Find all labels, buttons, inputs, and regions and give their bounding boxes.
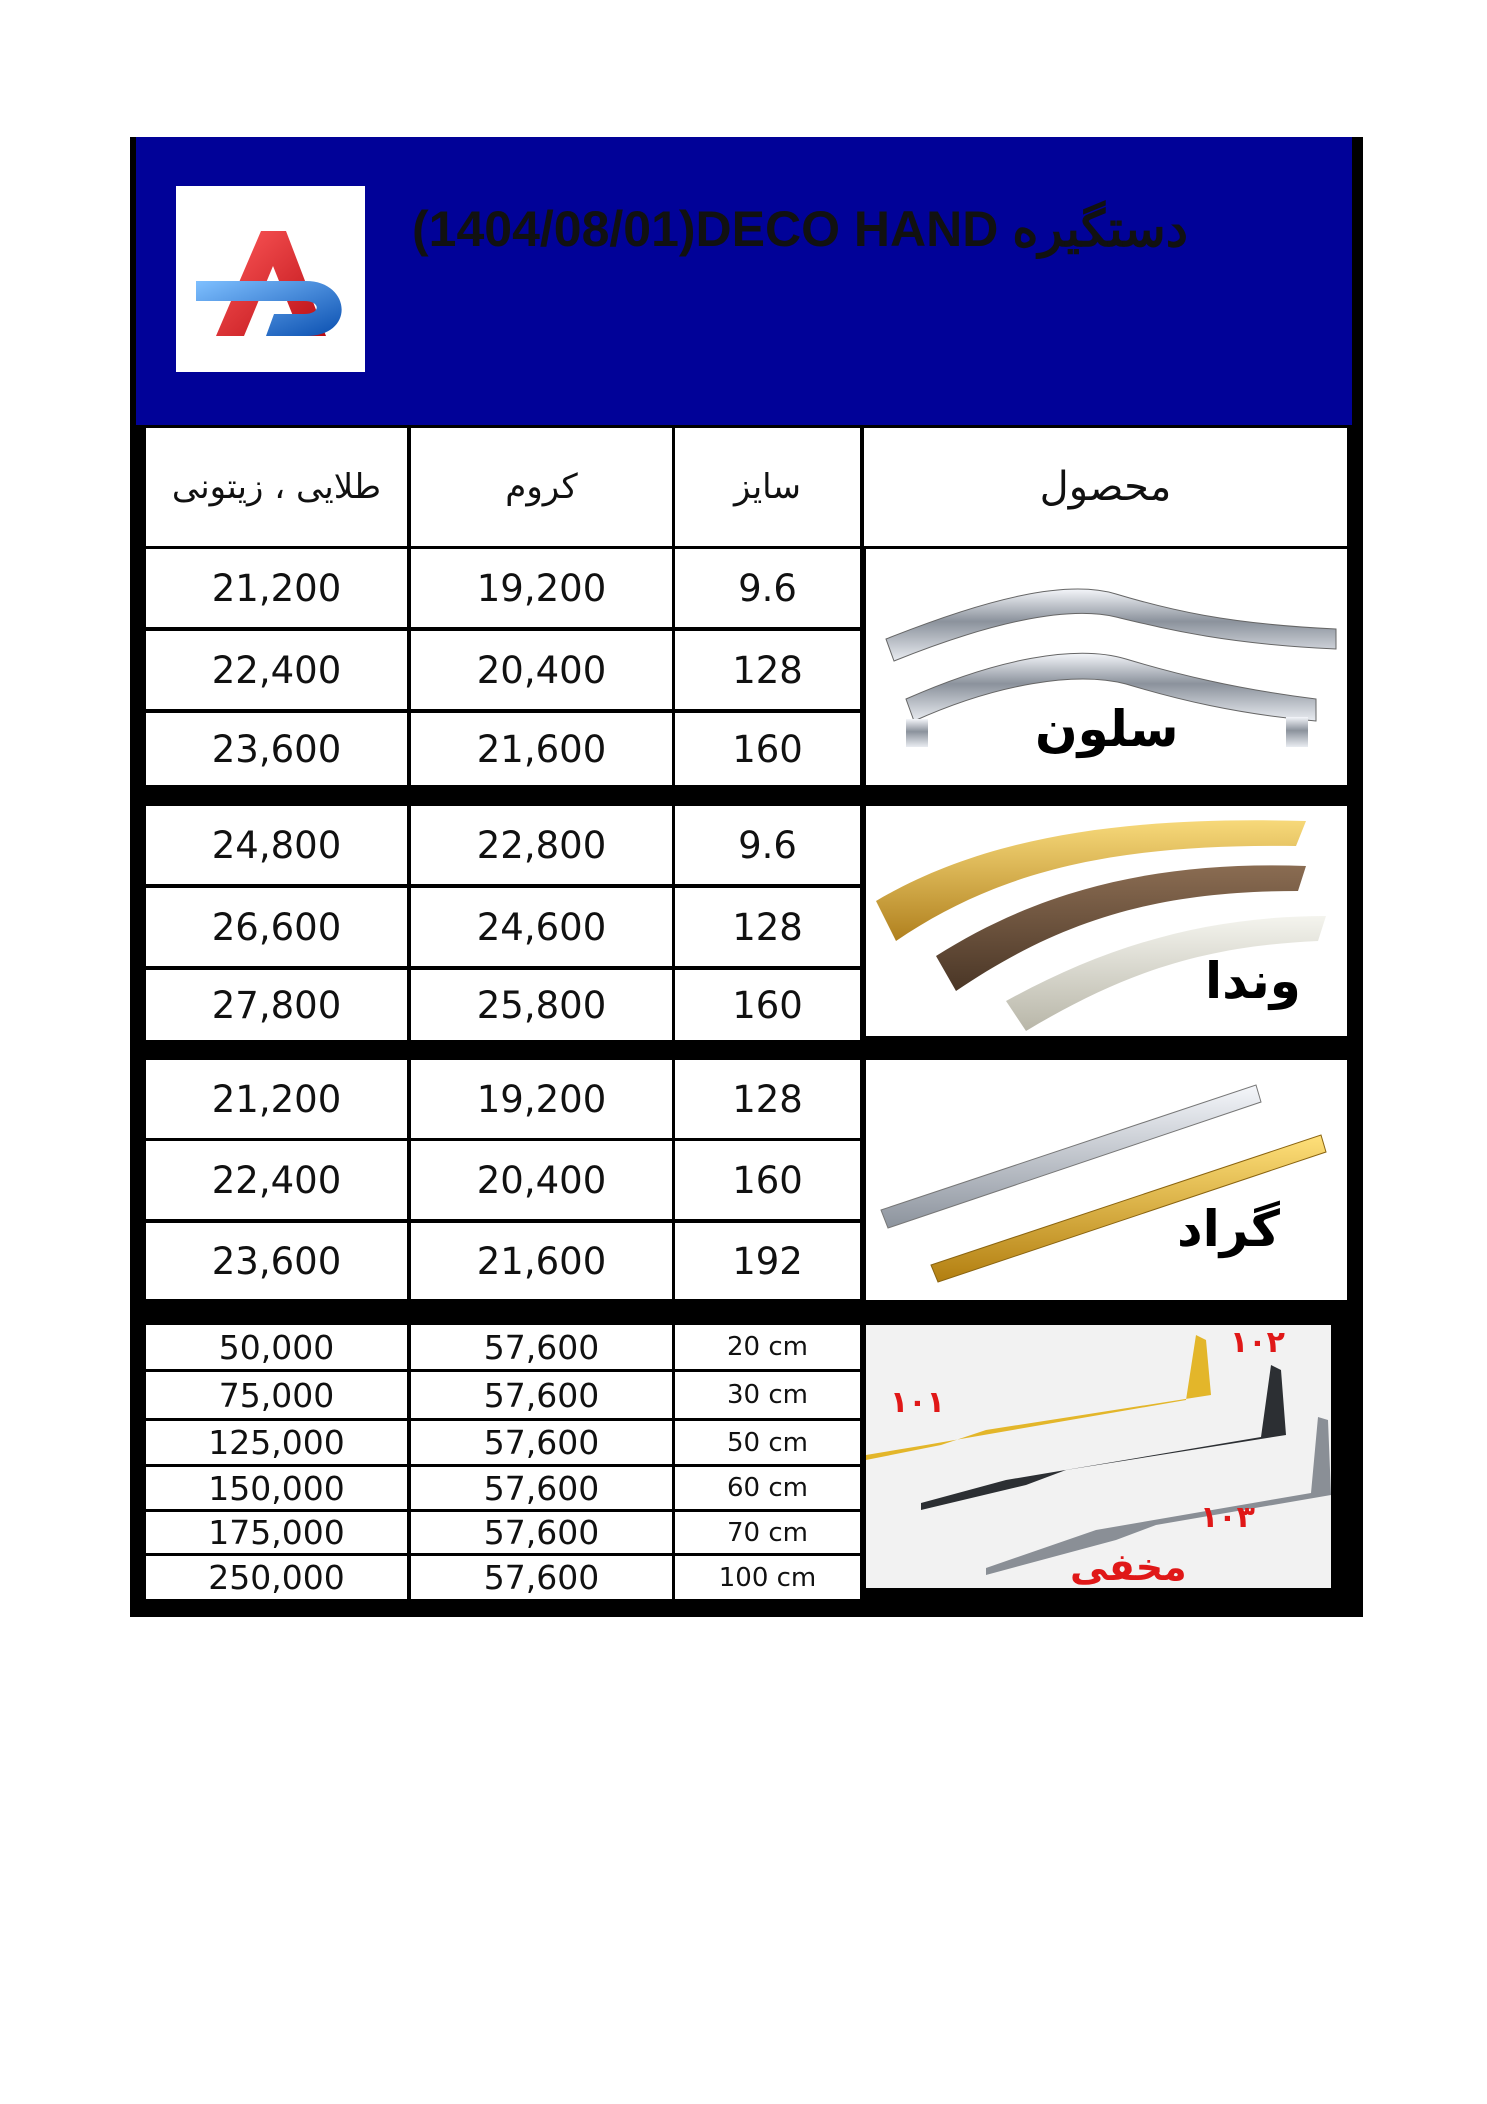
cell-size: 100 cm (675, 1556, 860, 1599)
cell-chrome: 21,600 (411, 1223, 672, 1299)
cell-gold: 23,600 (146, 713, 407, 785)
product-image-grad (866, 1060, 1347, 1300)
cell-gold: 23,600 (146, 1223, 407, 1299)
cell-size: 30 cm (675, 1372, 860, 1418)
product-code-103: ۱۰۳ (1200, 1500, 1255, 1535)
cell-size: 70 cm (675, 1512, 860, 1553)
cell-gold: 22,400 (146, 631, 407, 709)
header-gold: طلایی ، زیتونی (146, 428, 407, 546)
cell-chrome: 57,600 (411, 1512, 672, 1553)
ap-logo-icon (176, 186, 365, 372)
header-product: محصول (864, 428, 1347, 546)
product-name-vanda: وندا (1205, 952, 1301, 1010)
cell-gold: 21,200 (146, 549, 407, 627)
cell-gold: 22,400 (146, 1141, 407, 1219)
cell-size: 160 (675, 1141, 860, 1219)
cell-size: 20 cm (675, 1325, 860, 1369)
cell-chrome: 21,600 (411, 713, 672, 785)
cell-chrome: 20,400 (411, 631, 672, 709)
cell-chrome: 57,600 (411, 1372, 672, 1418)
header-chrome: کروم (411, 428, 672, 546)
cell-size: 60 cm (675, 1467, 860, 1509)
cell-size: 9.6 (675, 806, 860, 884)
cell-gold: 150,000 (146, 1467, 407, 1509)
cell-chrome: 24,600 (411, 888, 672, 966)
cell-chrome: 57,600 (411, 1421, 672, 1464)
header-size: سایز (675, 428, 860, 546)
cell-size: 160 (675, 970, 860, 1040)
product-name-grad: گراد (1177, 1200, 1280, 1258)
cell-size: 192 (675, 1223, 860, 1299)
cell-gold: 250,000 (146, 1556, 407, 1599)
cell-chrome: 19,200 (411, 549, 672, 627)
cell-size: 160 (675, 713, 860, 785)
cell-gold: 27,800 (146, 970, 407, 1040)
cell-gold: 50,000 (146, 1325, 407, 1369)
cell-chrome: 20,400 (411, 1141, 672, 1219)
cell-chrome: 57,600 (411, 1556, 672, 1599)
cell-size: 128 (675, 1060, 860, 1138)
cell-chrome: 57,600 (411, 1467, 672, 1509)
cell-chrome: 19,200 (411, 1060, 672, 1138)
cell-gold: 175,000 (146, 1512, 407, 1553)
cell-gold: 125,000 (146, 1421, 407, 1464)
cell-gold: 75,000 (146, 1372, 407, 1418)
cell-size: 50 cm (675, 1421, 860, 1464)
product-name-salon: سلون (1035, 700, 1179, 758)
cell-size: 9.6 (675, 549, 860, 627)
cell-size: 128 (675, 888, 860, 966)
cell-chrome: 25,800 (411, 970, 672, 1040)
cell-size: 128 (675, 631, 860, 709)
cell-gold: 24,800 (146, 806, 407, 884)
cell-gold: 21,200 (146, 1060, 407, 1138)
cell-gold: 26,600 (146, 888, 407, 966)
cell-chrome: 22,800 (411, 806, 672, 884)
product-code-101: ۱۰۱ (890, 1385, 945, 1420)
product-code-102: ۱۰۲ (1230, 1325, 1285, 1360)
product-name-hidden: مخفی (1070, 1545, 1187, 1589)
cell-chrome: 57,600 (411, 1325, 672, 1369)
page-title: (1404/08/01)DECO HAND دستگیره (412, 201, 1188, 257)
